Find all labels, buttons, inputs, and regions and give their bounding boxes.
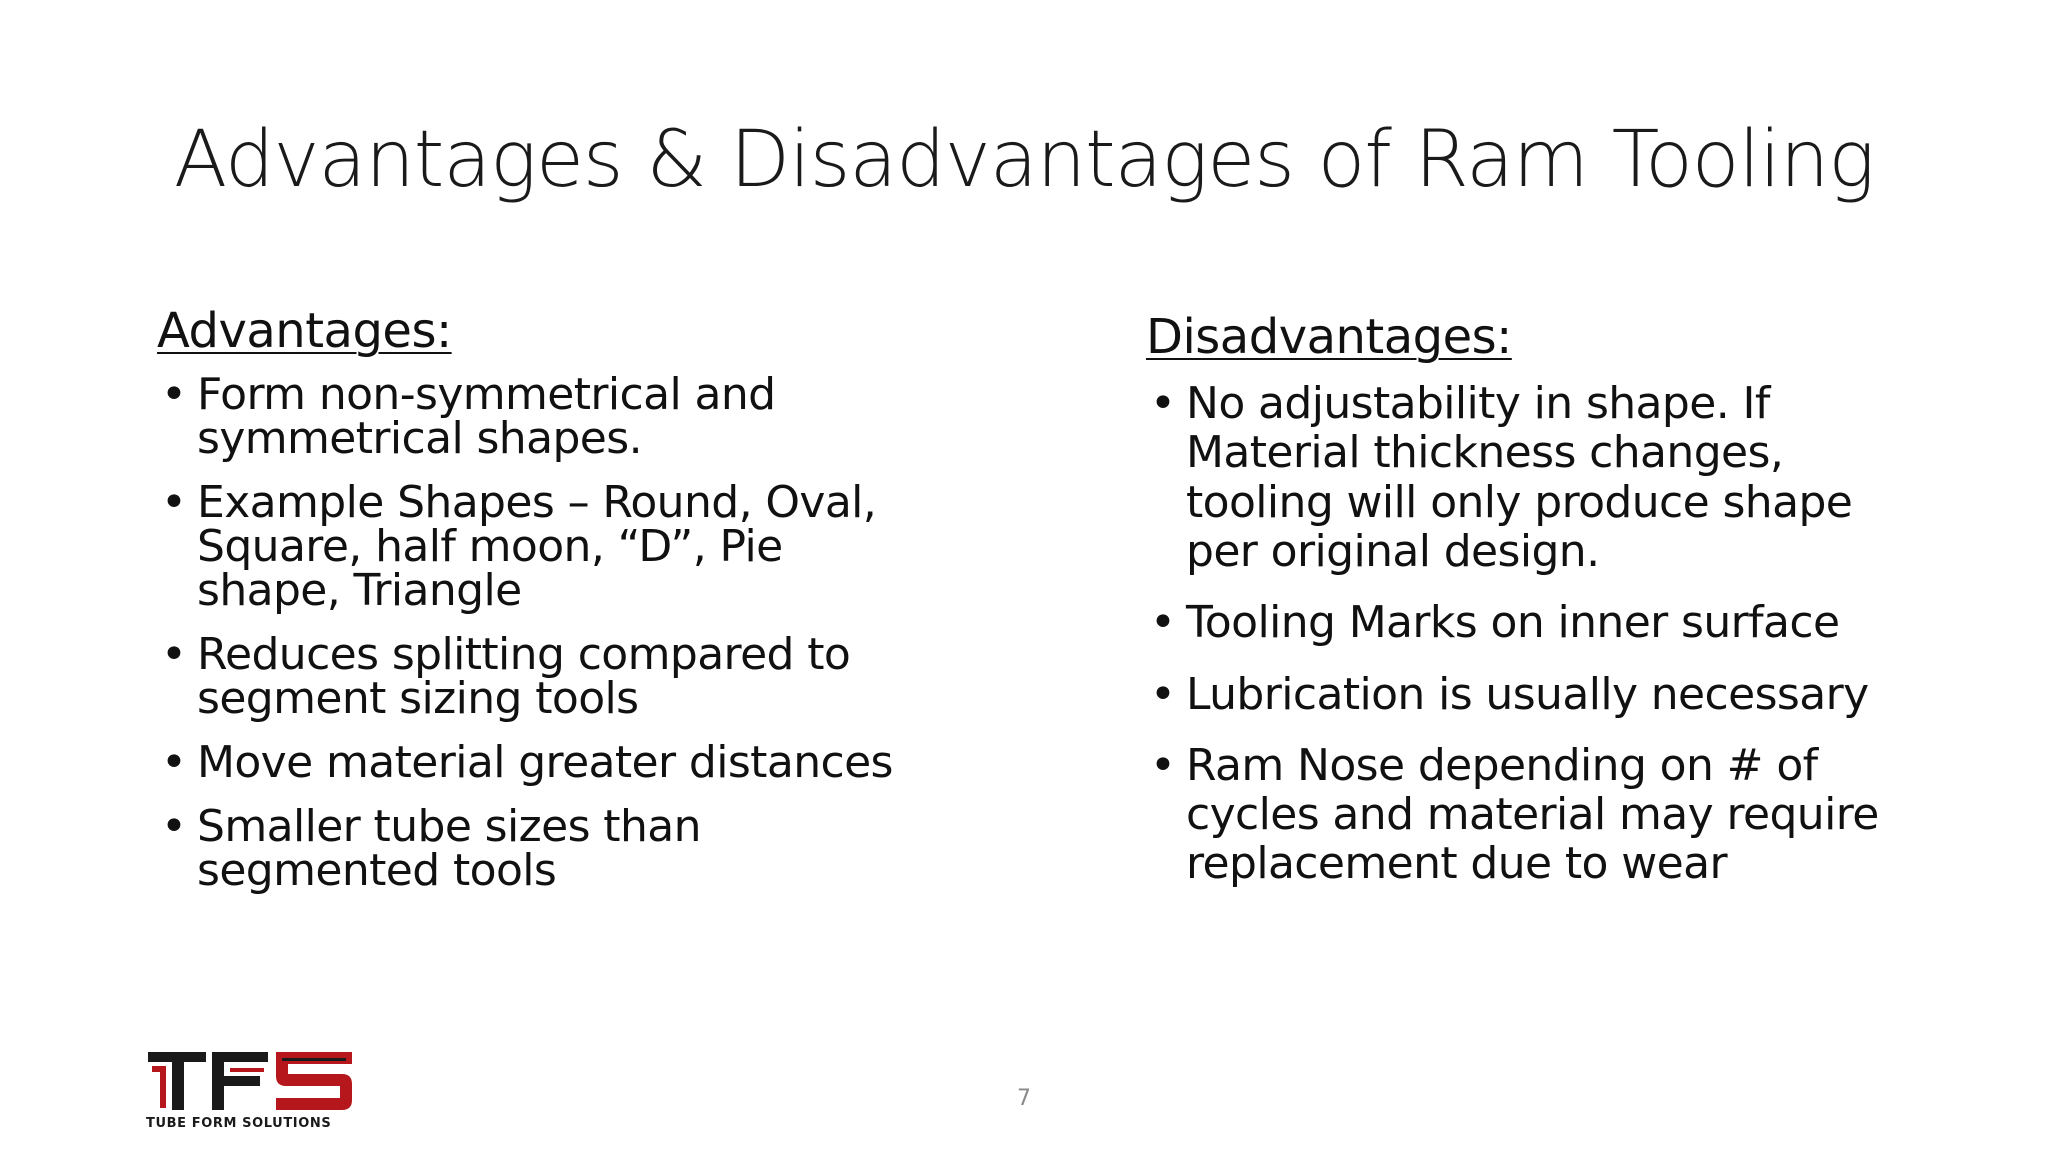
disadvantages-heading: Disadvantages: (1146, 309, 1512, 365)
advantage-text: Form non-symmetrical and symmetrical shapes. (197, 369, 776, 465)
list-item (157, 369, 837, 465)
page-number: 7 (1017, 1086, 1031, 1111)
list-item (1146, 670, 1946, 719)
disadvantages-list (1146, 379, 1906, 888)
list-item (1146, 741, 1906, 889)
bullet-icon: • (161, 477, 187, 529)
list-item (1146, 598, 1946, 647)
bullet-icon: • (161, 369, 187, 421)
advantage-text: Reduces splitting compared to segment sizing tools (197, 629, 851, 725)
bullet-icon: • (161, 801, 187, 853)
disadvantage-text: No adjustability in shape. If Material thickness changes, tooling will only produce shape per original design. (1186, 378, 1853, 577)
list-item (157, 737, 937, 789)
advantage-text: Smaller tube sizes than segmented tools (197, 801, 701, 897)
advantages-column (157, 304, 897, 913)
bullet-icon: • (1150, 378, 1176, 430)
list-item (157, 477, 887, 617)
advantage-text: Move material greater distances (197, 737, 893, 789)
disadvantage-text: Tooling Marks on inner surface (1186, 597, 1840, 649)
bullet-icon: • (1150, 668, 1176, 720)
advantages-list (157, 369, 897, 897)
list-item (157, 801, 757, 897)
bullet-icon: • (161, 737, 187, 789)
list-item (1146, 379, 1886, 576)
bullet-icon: • (1150, 597, 1176, 649)
disadvantage-text: Ram Nose depending on # of cycles and material may require replacement due to wear (1186, 739, 1879, 890)
disadvantage-text: Lubrication is usually necessary (1186, 668, 1869, 720)
bullet-icon: • (161, 629, 187, 681)
disadvantages-column (1146, 310, 1906, 911)
logo-tagline: TUBE FORM SOLUTIONS (146, 1116, 332, 1131)
advantage-text: Example Shapes – Round, Oval, Square, half moon, “D”, Pie shape, Triangle (197, 477, 877, 617)
list-item (157, 629, 887, 725)
slide-title: Advantages & Disadvantages of Ram Tooling (173, 115, 1875, 205)
bullet-icon: • (1150, 739, 1176, 791)
advantages-heading: Advantages: (157, 303, 452, 359)
